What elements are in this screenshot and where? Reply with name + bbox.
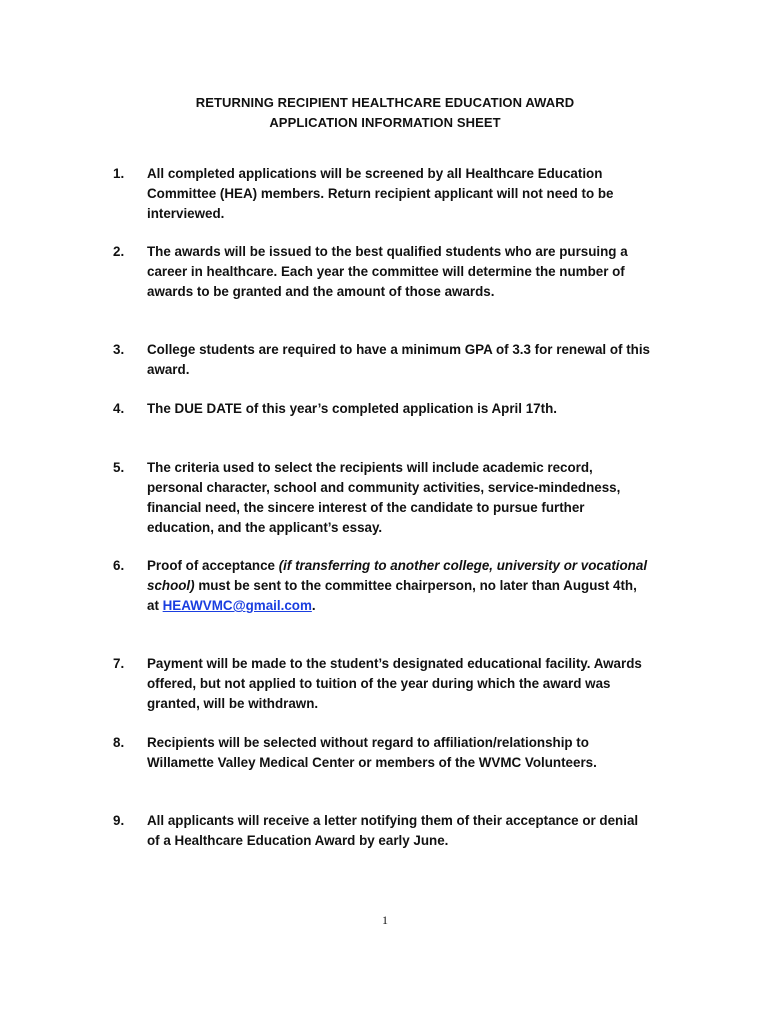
item-text-line: The criteria used to select the recipients will include academic record, [147,460,593,475]
item-number: 4. [113,401,125,416]
item-text-line [147,576,682,596]
item-number: 3. [113,342,125,357]
item-number: 5. [113,460,125,475]
item-text [147,399,682,419]
item-text-line: All applicants will receive a letter notifying them of their acceptance or denial [147,813,639,828]
item-text [147,242,682,302]
item-text-line: Willamette Valley Medical Center or members of the WVMC Volunteers. [147,755,597,770]
item-text [147,811,682,851]
item-text-line: College students are required to have a minimum GPA of 3.3 for renewal of this [147,342,650,357]
item-text-line [147,596,682,616]
item-number: 7. [113,656,125,671]
item-text-segment: . [311,598,316,613]
item-text-line: Committee (HEA) members. Return recipient applicant will not need to be [147,186,614,201]
item-text [147,654,682,714]
item-text-segment: at [147,598,163,613]
item-text-line: All completed applications will be screened by all Healthcare Education [147,166,603,181]
item-text-line: award. [147,362,190,377]
item-text-line: financial need, the sincere interest of the candidate to pursue further [147,500,585,515]
item-text-line: of a Healthcare Education Award by early June. [147,833,449,848]
item-number: 8. [113,735,125,750]
item-text [147,164,682,224]
item-number: 2. [113,244,125,259]
item-text [147,733,682,773]
item-text-line: Recipients will be selected without regard to affiliation/relationship to [147,735,589,750]
item-text-line: career in healthcare. Each year the committee will determine the number of [147,264,625,279]
item-text [147,340,682,380]
item-text-line: interviewed. [147,206,225,221]
item-text-line: The DUE DATE of this year’s completed application is April 17th. [147,401,557,416]
item-text [147,458,682,538]
item-text-segment: Proof of acceptance [147,558,279,573]
item-text-line: The awards will be issued to the best qualified students who are pursuing a [147,244,628,259]
item-text-line: awards to be granted and the amount of those awards. [147,284,495,299]
item-text-line: Payment will be made to the student’s designated educational facility. Awards [147,656,642,671]
item-text-line: education, and the applicant’s essay. [147,520,383,535]
item-text-italic: school) [147,578,195,593]
item-number: 9. [113,813,125,828]
item-text-line [147,556,682,576]
page-number: 1 [382,913,388,927]
document-title-line-1: RETURNING RECIPIENT HEALTHCARE EDUCATION AWARD [195,95,575,110]
item-text [147,556,682,616]
document-title-line-2: APPLICATION INFORMATION SHEET [269,115,501,130]
email-link[interactable]: HEAWVMC@gmail.com [162,598,312,613]
item-text-line: granted, will be withdrawn. [147,696,319,711]
item-text-line: personal character, school and community activities, service-mindedness, [147,480,621,495]
item-number: 6. [113,558,125,573]
item-text-italic: (if transferring to another college, university or vocational [278,558,648,573]
item-number: 1. [113,166,125,181]
item-text-segment: must be sent to the committee chairperson, no later than August 4th, [194,578,637,593]
item-text-line: offered, but not applied to tuition of the year during which the award was [147,676,611,691]
